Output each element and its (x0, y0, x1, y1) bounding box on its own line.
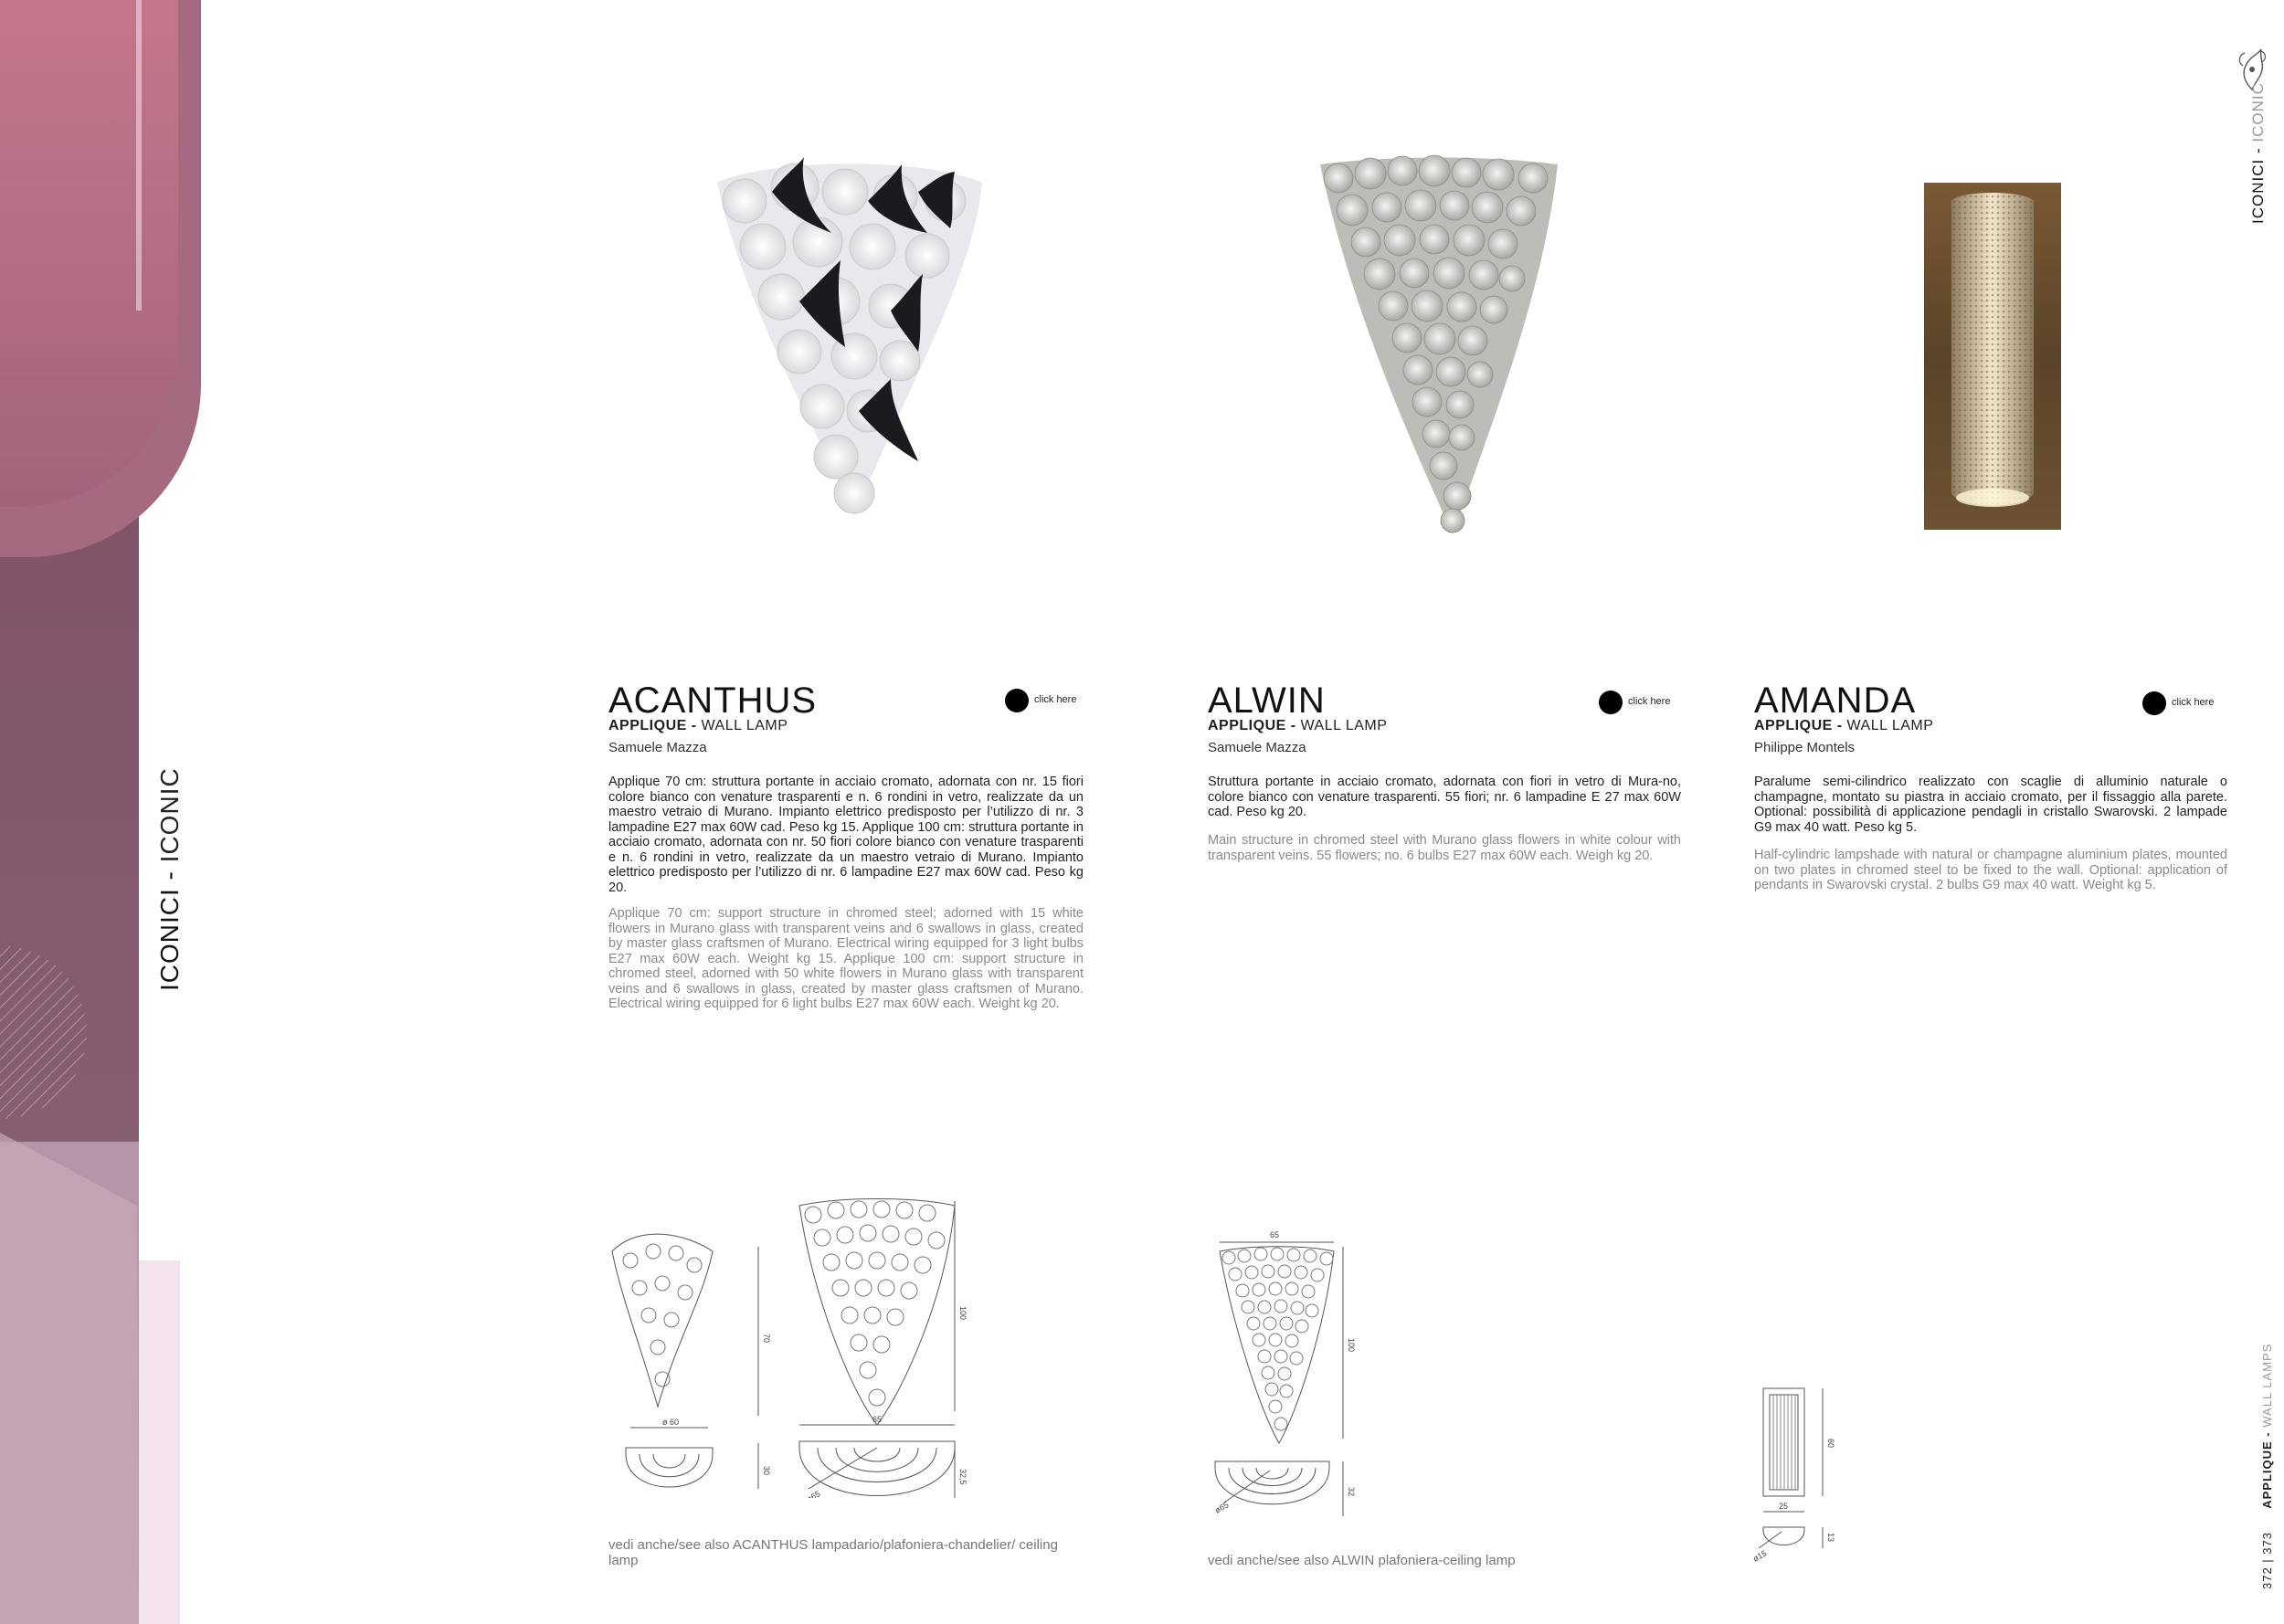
page-footer (2260, 1344, 2274, 1589)
click-here-link[interactable]: click here (1628, 696, 1671, 707)
product-type (1754, 718, 1933, 734)
amanda-product-photo (1924, 183, 2061, 530)
product-type-bold: APPLIQUE - (1208, 718, 1301, 733)
dim-large-depth: 32,5 (958, 1469, 968, 1485)
dim-dia: ø15 (1751, 1548, 1769, 1564)
top-right-section-label (2249, 82, 2268, 224)
side-decorative-band (0, 0, 206, 1624)
acanthus-technical-drawing (603, 1197, 987, 1498)
dim-height: 100 (1347, 1338, 1356, 1353)
footer-category-light: WALL LAMPS (2260, 1343, 2274, 1428)
dim-depth: 32 (1347, 1487, 1356, 1497)
product-type (1208, 718, 1387, 734)
dim-width: 65 (1270, 1230, 1280, 1239)
dim-dia: ø65 (1213, 1500, 1231, 1515)
alwin-product-photo (1316, 151, 1562, 539)
click-here-link[interactable]: click here (1034, 694, 1077, 705)
product-designer: Philippe Montels (1754, 740, 1856, 755)
product-designer: Samuele Mazza (608, 740, 707, 755)
product-title: ALWIN (1208, 680, 1326, 721)
amanda-technical-drawing (1750, 1384, 1841, 1566)
dim-height: 60 (1826, 1439, 1835, 1449)
top-right-label-light: ICONIC (2249, 82, 2267, 142)
product-title: ACANTHUS (608, 680, 818, 721)
dim-width: 25 (1779, 1502, 1789, 1511)
see-also-note: vedi anche/see also ALWIN plafoniera-ceiling lamp (1208, 1553, 1516, 1568)
dim-large-dia: ø65 (805, 1489, 822, 1498)
description-italian: Applique 70 cm: struttura portante in acciaio cromato, adornata con nr. 15 fiori colore bianco con venature trasparenti e n. 6 rondini in vetro, realizzate da un maestro vetraio di Murano. Impianto elettrico predisposto per l’utilizzo di nr. 3 lampadine E27 max 60W cad. Peso kg 15. Applique 100 cm: struttura portante in acciaio cromato, adornata con nr. 50 fiori colore bianco con venature trasparenti e n. 6 rondini in vetro, realizzate da un maestro vetraio di Murano. Impianto elettrico predisposto per l’utilizzo di nr. 6 lampadine E27 max 60W cad. Peso kg 20. (608, 775, 1084, 895)
description-english: Main structure in chromed steel with Murano glass flowers in white colour with transparent veins. 55 flowers; no. 6 bulbs E27 max 60W each. Weigh kg 20. (1208, 833, 1681, 863)
side-label-light: ICONIC (155, 767, 184, 863)
description-italian: Paralume semi-cilindrico realizzato con scaglie di alluminio naturale o champagne, montato su piastra in acciaio cromato, per il fissaggio alla parete. Optional: possibilità di applicazione pendagli in cristallo Swarovski. 2 lampade G9 max 40 watt. Peso kg 5. (1754, 775, 2227, 835)
click-here-button[interactable] (2142, 691, 2166, 715)
dim-small-depth: 30 (762, 1466, 771, 1476)
dim-depth: 13 (1826, 1533, 1835, 1543)
footer-category-bold: APPLIQUE - (2260, 1427, 2274, 1509)
product-title: AMANDA (1754, 680, 1917, 721)
click-here-button[interactable] (1599, 691, 1623, 714)
side-section-label (155, 767, 185, 991)
dim-large-width: 65 (872, 1415, 883, 1424)
side-label-bold: ICONICI - (155, 862, 184, 991)
see-also-note: vedi anche/see also ACANTHUS lampadario/plafoniera-chandelier/ ceiling lamp (608, 1537, 1058, 1568)
dim-large-height: 100 (958, 1306, 968, 1321)
product-type-light: WALL LAMP (1300, 718, 1388, 733)
alwin-technical-drawing (1206, 1229, 1370, 1530)
top-right-label-bold: ICONICI - (2249, 142, 2267, 224)
product-designer: Samuele Mazza (1208, 740, 1306, 755)
product-type-bold: APPLIQUE - (608, 718, 702, 733)
product-type-light: WALL LAMP (1846, 718, 1934, 733)
description-english: Applique 70 cm: support structure in chromed steel; adorned with 15 white flowers in Murano glass with transparent veins and 6 swallows in glass, created by master glass craftsmen of Murano. Electrical wiring equipped for 3 light bulbs E27 max 60W each. Weight kg 15. Applique 100 cm: support structure in chromed steel, adorned with 50 white flowers in Murano glass with transparent veins and 6 swallows in glass, created by master glass craftsmen of Murano. Electrical wiring equipped for 6 light bulbs E27 max 60W each. Weight kg 20. (608, 906, 1084, 1011)
description-italian: Struttura portante in acciaio cromato, adornata con fiori in vetro di Mura-no, colore bianco con venature trasparenti. 55 fiori; nr. 6 lampadine E 27 max 60W cad. Peso kg 20. (1208, 775, 1681, 819)
dim-small-width: ø 60 (662, 1418, 680, 1427)
click-here-button[interactable] (1005, 689, 1029, 712)
product-type-light: WALL LAMP (701, 718, 788, 733)
description-english: Half-cylindric lampshade with natural or champagne aluminium plates, mounted on two plates in chromed steel to be fixed to the wall. Optional: application of pendants in Swarovski crystal. 2 bulbs G9 max 40 watt. Weight kg 5. (1754, 848, 2227, 892)
product-type-bold: APPLIQUE - (1754, 718, 1847, 733)
product-type (608, 718, 788, 734)
page-numbers: 372 | 373 (2260, 1532, 2274, 1589)
dim-small-height: 70 (762, 1334, 771, 1344)
acanthus-product-photo (708, 155, 987, 521)
click-here-link[interactable]: click here (2172, 697, 2215, 708)
